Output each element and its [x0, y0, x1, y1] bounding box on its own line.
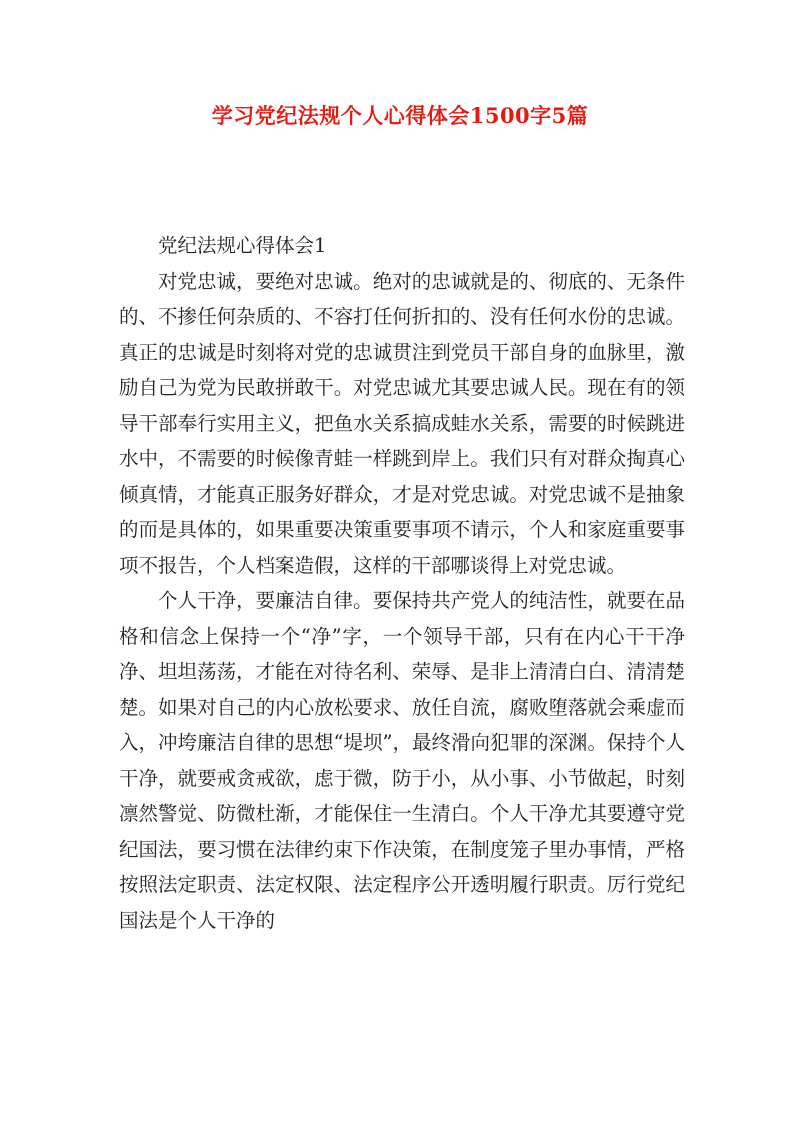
- document-body: [119, 228, 685, 938]
- paragraph-loyalty: 对党忠诚，要绝对忠诚。绝对的忠诚就是的、彻底的、无条件的、不掺任何杂质的、不容打任何折扣的、没有任何水份的忠诚。真正的忠诚是时刻将对党的忠诚贯注到党员干部自身的血脉里，激励自己为党为民敢拼敢干。对党忠诚尤其要忠诚人民。现在有的领导干部奉行实用主义，把鱼水关系搞成蛙水关系，需要的时候跳进水中，不需要的时候像青蛙一样跳到岸上。我们只有对群众掏真心倾真情，才能真正服务好群众，才是对党忠诚。对党忠诚不是抽象的而是具体的，如果重要决策重要事项不请示，个人和家庭重要事项不报告，个人档案造假，这样的干部哪谈得上对党忠诚。: [119, 269, 685, 577]
- paragraph-integrity: 个人干净，要廉洁自律。要保持共产党人的纯洁性，就要在品格和信念上保持一个“净”字，一个领导干部，只有在内心干干净净、坦坦荡荡，才能在对待名利、荣辱、是非上清清白白、清清楚楚。如果对自己的内心放松要求、放任自流，腐败堕落就会乘虚而入，冲垮廉洁自律的思想“堤坝”，最终滑向犯罪的深渊。保持个人干净，就要戒贪戒欲，虑于微，防于小，从小事、小节做起，时刻凛然警觉、防微杜渐，才能保住一生清白。个人干净尤其要遵守党纪国法，要习惯在法律约束下作决策，在制度笼子里办事情，严格按照法定职责、法定权限、法定程序公开透明履行职责。厉行党纪国法是个人干净的: [119, 589, 685, 932]
- document-title: 学习党纪法规个人心得体会1500字5篇: [211, 103, 589, 128]
- section-heading: 党纪法规心得体会1: [158, 234, 327, 257]
